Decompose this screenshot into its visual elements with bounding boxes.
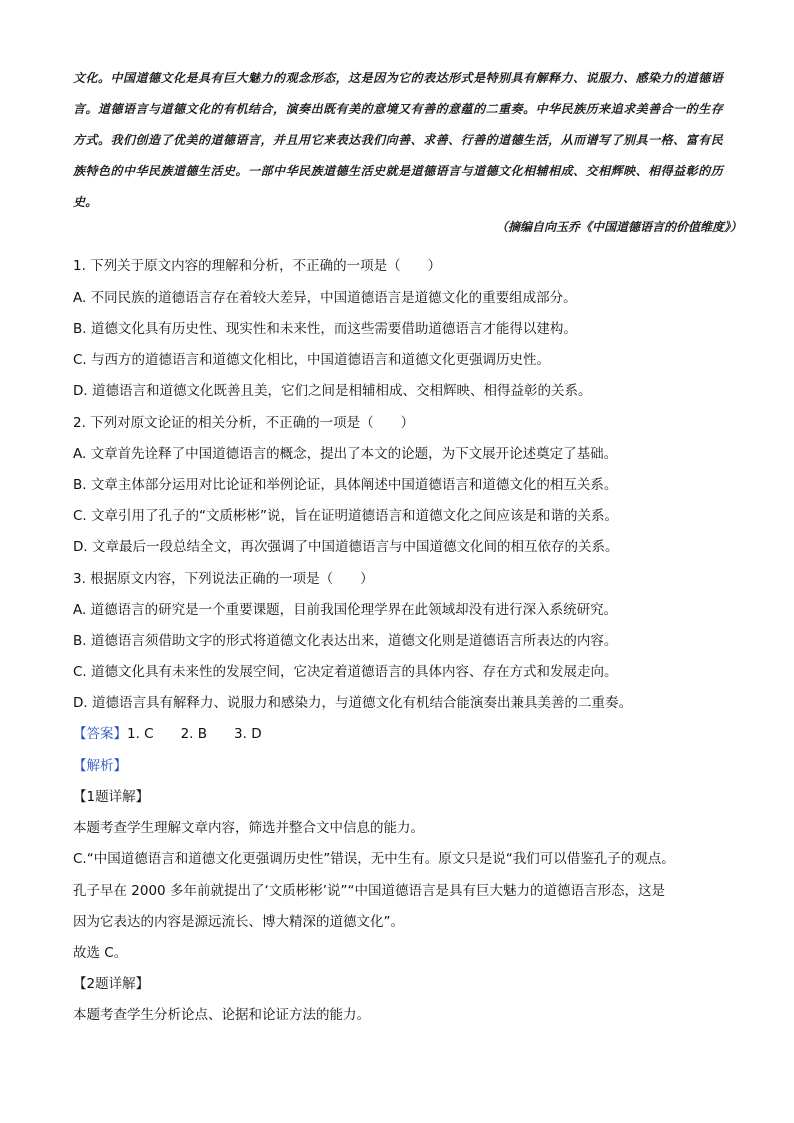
question-3-option-d: D. 道德语言具有解释力、说服力和感染力，与道德文化有机结合能演奏出兼具美善的二重奏。 <box>73 695 632 711</box>
question-1-option-a: A. 不同民族的道德语言存在着较大差异，中国道德语言是道德文化的重要组成部分。 <box>73 290 577 306</box>
question-2-option-c: C. 文章引用了孔子的“文质彬彬”说，旨在证明道德语言和道德文化之间应该是和谐的关系。 <box>73 508 618 524</box>
q1-detail-line-3: 孔子早在 2000 多年前就提出了‘文质彬彬’说”“中国道德语言是具有巨大魅力的道德语言形态，这是 <box>73 883 666 899</box>
question-1-option-d: D. 道德语言和道德文化既善且美，它们之间是相辅相成、交相辉映、相得益彰的关系。 <box>73 383 592 399</box>
answer-label: 【答案】 <box>73 726 127 742</box>
question-2-option-b: B. 文章主体部分运用对比论证和举例论证，具体阐述中国道德语言和道德文化的相互关系。 <box>73 477 618 493</box>
passage-paragraph <box>73 63 723 218</box>
q1-detail-label: 【1题详解】 <box>73 789 150 805</box>
q1-detail-line-1: 本题考查学生理解文章内容，筛选并整合文中信息的能力。 <box>73 820 424 836</box>
question-2-stem: 2. 下列对原文论证的相关分析，不正确的一项是（ ） <box>73 415 415 431</box>
passage-text: 文化。中国道德文化是具有巨大魅力的观念形态，这是因为它的表达形式是特别具有解释力、说服力、感染力的道德语言。道德语言与道德文化的有机结合，演奏出既有美的意境又有善的意蕴的二重奏。中华民族历来追求美善合一的生存方式。我们创造了优美的道德语言，并且用它来表达我们向善、求善、行善的道德生活，从而谱写了别具一格、富有民族特色的中华民族道德生活史。一部中华民族道德生活史就是道德语言与道德文化相辅相成、交相辉映、相得益彰的历史。 <box>73 71 723 209</box>
q1-detail-line-4: 因为它表达的内容是源远流长、博大精深的道德文化”。 <box>73 914 404 930</box>
q1-detail-line-5: 故选 C。 <box>73 945 128 961</box>
question-2-option-a: A. 文章首先诠释了中国道德语言的概念，提出了本文的论题，为下文展开论述奠定了基础。 <box>73 446 618 462</box>
q1-detail-line-2: C.“中国道德语言和道德文化更强调历史性”错误，无中生有。原文只是说“我们可以借鉴孔子的观点。 <box>73 851 675 867</box>
question-2-option-d: D. 文章最后一段总结全文，再次强调了中国道德语言与中国道德文化间的相互依存的关系。 <box>73 539 619 555</box>
q2-detail-line-1: 本题考查学生分析论点、论据和论证方法的能力。 <box>73 1007 370 1023</box>
question-3-stem: 3. 根据原文内容，下列说法正确的一项是（ ） <box>73 571 374 587</box>
analysis-label: 【解析】 <box>73 758 127 774</box>
question-1-stem: 1. 下列关于原文内容的理解和分析，不正确的一项是（ ） <box>73 258 442 274</box>
question-1-option-c: C. 与西方的道德语言和道德文化相比，中国道德语言和道德文化更强调历史性。 <box>73 352 551 368</box>
question-3-option-b: B. 道德语言须借助文字的形式将道德文化表达出来，道德文化则是道德语言所表达的内容。 <box>73 633 618 649</box>
question-3-option-c: C. 道德文化具有未来性的发展空间，它决定着道德语言的具体内容、存在方式和发展走向。 <box>73 664 618 680</box>
answer-text: 1. C 2. B 3. D <box>127 726 262 742</box>
answer-line <box>73 722 262 742</box>
question-3-option-a: A. 道德语言的研究是一个重要课题，目前我国伦理学界在此领域却没有进行深入系统研究。 <box>73 602 618 618</box>
question-1-option-b: B. 道德文化具有历史性、现实性和未来性，而这些需要借助道德语言才能得以建构。 <box>73 321 577 337</box>
q2-detail-label: 【2题详解】 <box>73 976 150 992</box>
passage-source: （摘编自向玉乔《中国道德语言的价值维度》） <box>495 220 742 234</box>
